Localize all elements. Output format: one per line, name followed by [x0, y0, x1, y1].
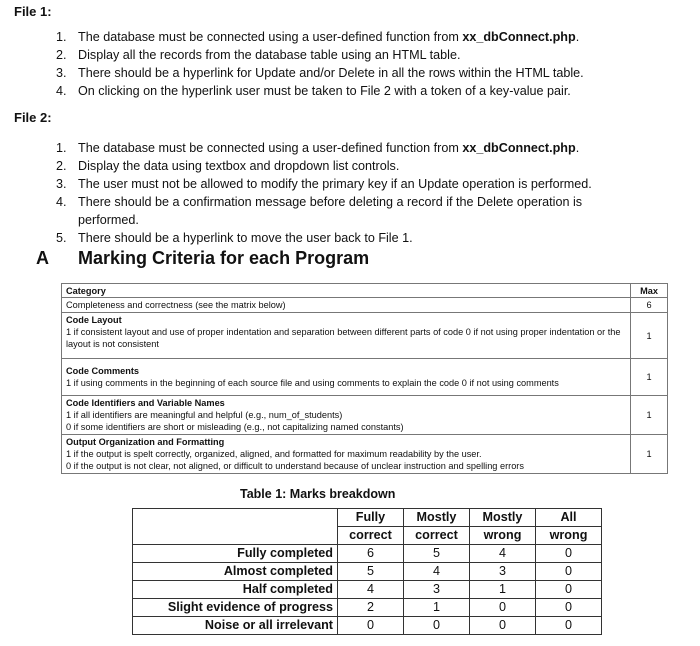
table-row — [133, 599, 602, 617]
criteria-title: Code Comments — [66, 366, 139, 376]
item-number: 2. — [56, 48, 67, 62]
mark-cell: 3 — [470, 563, 536, 581]
mark-cell: 6 — [338, 545, 404, 563]
criteria-cell — [62, 313, 631, 359]
column-header: wrong — [470, 527, 536, 545]
marks-header-row-2 — [133, 527, 602, 545]
criteria-line: 0 if some identifiers are short or misleading (e.g., not capitalizing named constants) — [66, 422, 404, 432]
item-text: There should be a hyperlink to move the user back to File 1. — [78, 231, 413, 245]
item-text: Display the data using textbox and dropdown list controls. — [78, 159, 400, 173]
marks-table-caption: Table 1: Marks breakdown — [240, 487, 396, 501]
item-number: 4. — [56, 195, 67, 209]
mark-cell: 0 — [470, 617, 536, 635]
item-text: On clicking on the hyperlink user must be taken to File 2 with a token of a key-value pair. — [78, 84, 571, 98]
item-number: 2. — [56, 159, 67, 173]
table-row — [133, 545, 602, 563]
criteria-title: Completeness and correctness (see the matrix below) — [66, 300, 286, 310]
criteria-line: 1 if all identifiers are meaningful and helpful (e.g., num_of_students) — [66, 410, 343, 420]
mark-cell: 0 — [536, 563, 602, 581]
file2-list — [56, 139, 592, 247]
list-item — [56, 28, 584, 46]
criteria-title: Code Identifiers and Variable Names — [66, 398, 225, 408]
table-row — [133, 581, 602, 599]
list-item — [56, 229, 592, 247]
item-text: Display all the records from the database table using an HTML table. — [78, 48, 461, 62]
list-item — [56, 175, 592, 193]
mark-cell: 4 — [470, 545, 536, 563]
criteria-cell — [62, 298, 631, 313]
mark-cell: 3 — [404, 581, 470, 599]
item-text: There should be a confirmation message before deleting a record if the Delete operation is — [78, 195, 583, 209]
criteria-line: 0 if the output is not clear, not aligned, or difficult to understand because of unclear instruction and spelling errors — [66, 461, 524, 471]
criteria-line: 1 if using comments in the beginning of each source file and using comments to explain the code 0 if not using comments — [66, 378, 559, 388]
table-row — [62, 359, 668, 396]
section-letter: A — [36, 248, 49, 268]
criteria-line: 1 if consistent layout and use of proper indentation and separation between different parts of code 0 if not using proper indentation or the layout is not consistent — [66, 327, 621, 349]
column-header: correct — [404, 527, 470, 545]
max-cell: 1 — [631, 396, 668, 435]
item-text-end: . — [575, 141, 580, 155]
mark-cell: 4 — [338, 581, 404, 599]
mark-cell: 0 — [470, 599, 536, 617]
criteria-title: Output Organization and Formatting — [66, 437, 225, 447]
item-number: 4. — [56, 84, 67, 98]
max-cell: 1 — [631, 313, 668, 359]
list-item — [56, 82, 584, 100]
criteria-cell — [62, 396, 631, 435]
row-label: Half completed — [133, 581, 338, 599]
row-label: Noise or all irrelevant — [133, 617, 338, 635]
corner-cell — [133, 509, 338, 527]
mark-cell: 5 — [338, 563, 404, 581]
table-row — [133, 617, 602, 635]
item-number: 3. — [56, 177, 67, 191]
list-item — [56, 46, 584, 64]
item-text: The user must not be allowed to modify the primary key if an Update operation is performed. — [78, 177, 592, 191]
row-label: Slight evidence of progress — [133, 599, 338, 617]
max-cell: 6 — [631, 298, 668, 313]
criteria-table — [61, 283, 668, 474]
item-text: The database must be connected using a user-defined function from — [78, 30, 463, 44]
column-header: correct — [338, 527, 404, 545]
criteria-cell — [62, 435, 631, 474]
item-text-end: . — [575, 30, 580, 44]
mark-cell: 5 — [404, 545, 470, 563]
column-header: Mostly — [470, 509, 536, 527]
mark-cell: 0 — [536, 545, 602, 563]
item-text: The database must be connected using a user-defined function from — [78, 141, 463, 155]
file2-heading: File 2: — [14, 110, 52, 125]
table-row — [133, 563, 602, 581]
section-title: Marking Criteria for each Program — [78, 248, 370, 268]
column-header: Mostly — [404, 509, 470, 527]
item-bold-text: xx_dbConnect.php — [462, 30, 576, 44]
table-row — [62, 313, 668, 359]
column-header: wrong — [536, 527, 602, 545]
file1-list — [56, 28, 584, 100]
marks-header-row — [133, 509, 602, 527]
mark-cell: 1 — [404, 599, 470, 617]
mark-cell: 0 — [536, 617, 602, 635]
row-label: Fully completed — [133, 545, 338, 563]
column-header: Fully — [338, 509, 404, 527]
max-cell: 1 — [631, 435, 668, 474]
mark-cell: 0 — [404, 617, 470, 635]
item-bold-text: xx_dbConnect.php — [462, 141, 576, 155]
table-row — [62, 435, 668, 474]
category-header: Category — [62, 284, 631, 298]
mark-cell: 1 — [470, 581, 536, 599]
max-header: Max — [631, 284, 668, 298]
criteria-cell — [62, 359, 631, 396]
item-number: 1. — [56, 141, 67, 155]
criteria-header-row — [62, 284, 668, 298]
item-text: There should be a hyperlink for Update and/or Delete in all the rows within the HTML table. — [78, 66, 584, 80]
item-number: 5. — [56, 231, 67, 245]
mark-cell: 0 — [536, 599, 602, 617]
criteria-title: Code Layout — [66, 315, 122, 325]
mark-cell: 2 — [338, 599, 404, 617]
corner-cell — [133, 527, 338, 545]
item-text-continuation: performed. — [78, 213, 139, 227]
list-item — [56, 157, 592, 175]
list-item — [56, 139, 592, 157]
row-label: Almost completed — [133, 563, 338, 581]
marks-table — [132, 508, 602, 635]
mark-cell: 0 — [338, 617, 404, 635]
mark-cell: 0 — [536, 581, 602, 599]
list-item — [56, 64, 584, 82]
max-cell: 1 — [631, 359, 668, 396]
file1-heading: File 1: — [14, 4, 52, 19]
item-number: 1. — [56, 30, 67, 44]
table-row — [62, 298, 668, 313]
item-number: 3. — [56, 66, 67, 80]
column-header: All — [536, 509, 602, 527]
list-item — [56, 193, 592, 229]
criteria-line: 1 if the output is spelt correctly, organized, aligned, and formatted for maximum readability by the user. — [66, 449, 482, 459]
table-row — [62, 396, 668, 435]
mark-cell: 4 — [404, 563, 470, 581]
